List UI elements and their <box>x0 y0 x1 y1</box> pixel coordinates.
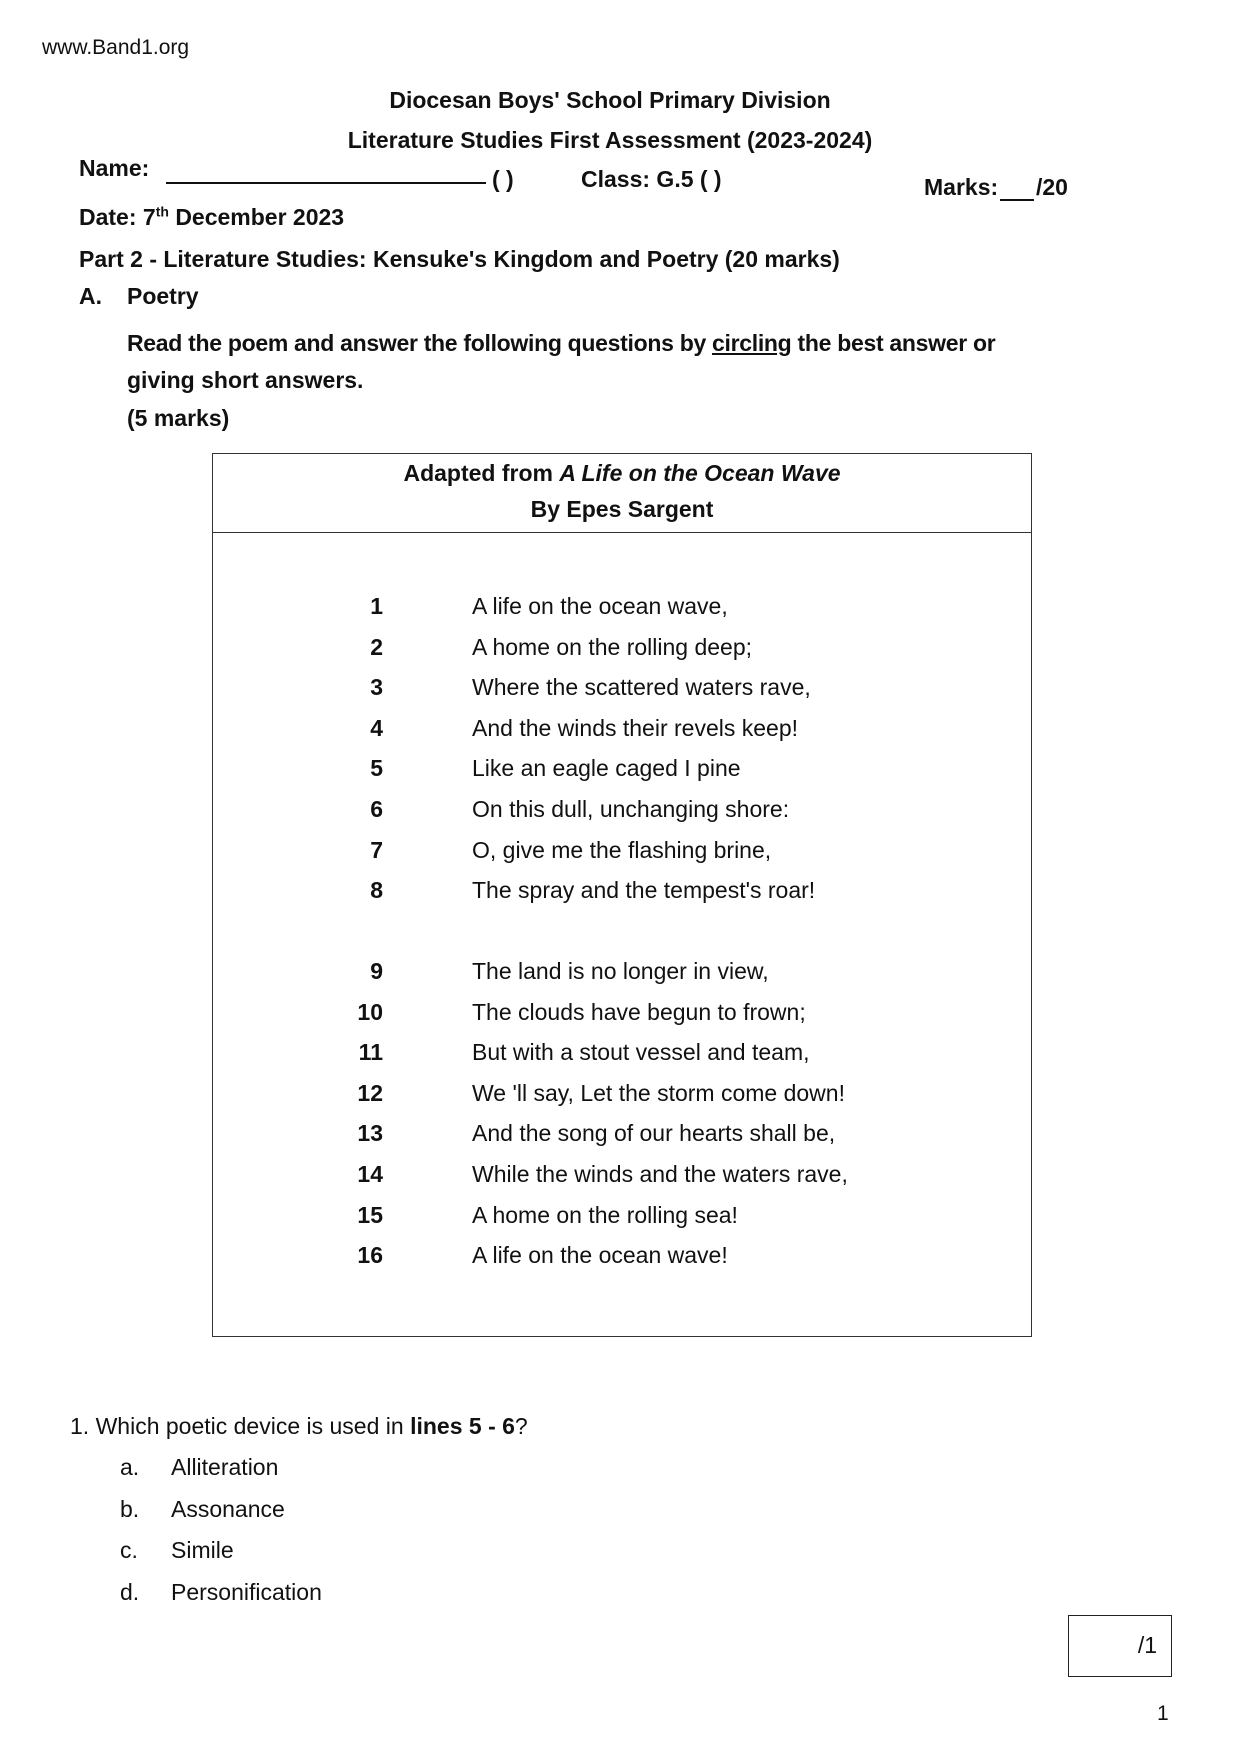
poem-line: A life on the ocean wave, <box>472 593 728 619</box>
option-text: Alliteration <box>171 1454 279 1480</box>
instructions-line2: giving short answers. <box>127 367 364 393</box>
poem-line: The clouds have begun to frown; <box>472 998 806 1025</box>
assessment-title: Literature Studies First Assessment (2023-2024) <box>347 127 873 153</box>
date-label: Date: <box>79 204 137 230</box>
poem-title-italic: A Life on the Ocean Wave <box>559 460 841 486</box>
option-letter: c. <box>120 1537 138 1564</box>
line-number: 1 <box>370 593 383 619</box>
poem-line: O, give me the flashing brine, <box>472 836 772 863</box>
option-letter: a. <box>120 1454 140 1480</box>
date-day: 7 <box>142 204 156 230</box>
line-number: 14 <box>357 1161 383 1187</box>
date-rest: December 2023 <box>175 204 345 230</box>
line-number: 8 <box>370 877 383 904</box>
question-number: 1. <box>70 1413 90 1439</box>
poem-author: By Epes Sargent <box>530 496 714 522</box>
instructions-marks: (5 marks) <box>127 405 230 431</box>
marks-label: Marks: <box>924 174 999 200</box>
marks-total: /20 <box>1036 174 1068 200</box>
marks-field[interactable] <box>1000 199 1034 201</box>
poem-title <box>213 462 1031 485</box>
instructions-underlined: circling <box>712 330 792 356</box>
poem-line: We 'll say, Let the storm come down! <box>472 1079 845 1106</box>
date-sup: th <box>155 203 169 220</box>
line-number: 9 <box>370 958 383 984</box>
line-number: 15 <box>357 1201 383 1228</box>
poem-box <box>212 453 1032 1337</box>
line-number: 4 <box>370 714 383 741</box>
instructions-pre: Read the poem and answer the following questions by <box>127 330 713 356</box>
poem-title-pre: Adapted from <box>403 460 560 486</box>
name-label: Name: <box>79 155 150 181</box>
score-box <box>1068 1615 1172 1677</box>
question-text-pre: Which poetic device is used in <box>95 1413 411 1439</box>
poem-line: And the song of our hearts shall be, <box>472 1120 836 1147</box>
poem-line: And the winds their revels keep! <box>472 714 799 741</box>
poem-line: The land is no longer in view, <box>472 958 769 984</box>
line-number: 16 <box>357 1242 383 1269</box>
line-number: 11 <box>358 1039 383 1066</box>
poem-line: A home on the rolling sea! <box>472 1201 738 1228</box>
poem-line: Where the scattered waters rave, <box>472 674 811 701</box>
line-number: 5 <box>370 755 383 782</box>
line-number: 7 <box>370 836 383 863</box>
section-letter: A. <box>79 283 102 309</box>
line-number: 6 <box>370 796 383 822</box>
option-text: Simile <box>171 1537 234 1564</box>
part-heading: Part 2 - Literature Studies: Kensuke's Kingdom and Poetry (20 marks) <box>79 246 840 272</box>
option-text: Personification <box>171 1579 322 1606</box>
question-1 <box>70 1415 528 1438</box>
poem-line: While the winds and the waters rave, <box>472 1161 848 1187</box>
option-letter: d. <box>120 1579 140 1606</box>
school-title: Diocesan Boys' School Primary Division <box>389 87 831 113</box>
poem-line: The spray and the tempest's roar! <box>472 877 816 904</box>
watermark: www.Band1.org <box>42 36 190 59</box>
date <box>79 203 345 230</box>
line-number: 3 <box>370 674 383 701</box>
poem-line: On this dull, unchanging shore: <box>472 796 790 822</box>
line-number: 2 <box>370 633 383 660</box>
option-letter: b. <box>120 1495 140 1522</box>
instructions-post: the best answer or <box>791 330 996 356</box>
line-number: 12 <box>357 1079 383 1106</box>
class-number-field: ( ) <box>492 166 514 192</box>
line-number: 10 <box>357 998 383 1025</box>
question-text-post: ? <box>514 1413 528 1439</box>
score-total: /1 <box>1137 1632 1157 1658</box>
poem-line: But with a stout vessel and team, <box>472 1039 810 1066</box>
poem-line: A home on the rolling deep; <box>472 633 753 660</box>
poem-line: Like an eagle caged I pine <box>472 755 741 782</box>
poem-header-divider <box>213 532 1031 533</box>
page-number: 1 <box>1157 1702 1169 1725</box>
instructions <box>127 332 995 355</box>
section-title: Poetry <box>127 283 199 309</box>
option-text: Assonance <box>171 1495 285 1522</box>
poem-line: A life on the ocean wave! <box>472 1242 728 1269</box>
question-text-bold: lines 5 - 6 <box>410 1413 515 1439</box>
name-field[interactable] <box>166 182 486 184</box>
class-label: Class: G.5 ( ) <box>581 166 722 192</box>
line-number: 13 <box>357 1120 383 1147</box>
